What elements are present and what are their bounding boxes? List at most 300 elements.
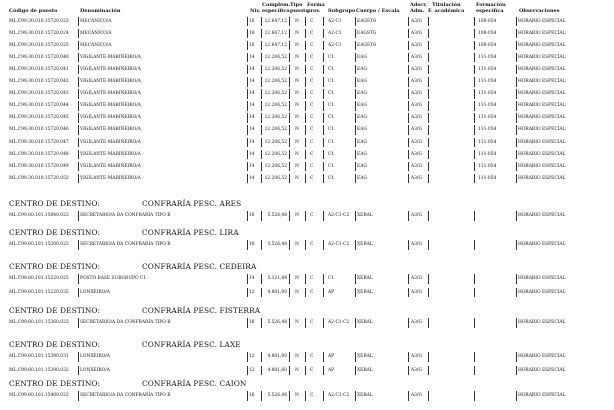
cell-divider [305,41,306,51]
cell-divider [428,17,429,27]
cell-adscripcion: A3/G [411,30,422,36]
cell-denominacion: VIGILANTE-MARIÑEIRO/A [80,127,141,133]
cell-divider [355,150,356,160]
cell-formacion: 111-054 [478,54,497,60]
cell-tipo: N [295,42,299,48]
cell-cuerpo: EAG [357,91,367,97]
cell-divider [247,89,248,99]
cell-denominacion: POSTO BASE SUBGRUPO C1 [80,276,147,281]
cell-codigo: ML.C99.60.101.15220.035 [9,289,69,295]
cell-observaciones: HORARIO ESPECIAL [518,213,566,218]
cell-subgrupo: C1 [328,276,335,281]
cell-observaciones: HORARIO ESPECIAL [518,393,566,398]
cell-formacion: 111-054 [478,79,497,84]
cell-divider [323,41,324,51]
cell-divider [408,77,409,87]
cell-adscripcion: A3/G [411,163,422,169]
cell-tipo: N [295,127,299,133]
cell-tipo: N [295,103,299,109]
cell-observaciones: HORARIO ESPECIAL [518,103,566,109]
cell-divider [247,17,248,27]
cell-divider [516,53,517,63]
cell-cuerpo: EAGSTG [357,18,377,24]
cell-subgrupo: AP [328,367,335,373]
cell-cuerpo: EAG [357,115,367,121]
cell-codigo: ML.C99.60.101.15040.023 [9,213,69,218]
cell-codigo: ML.C99.30.010.15720.023 [9,18,69,24]
cell-complemento: 5.526,48 [267,393,287,398]
header-adm: Adm. [410,8,425,14]
cell-divider [408,274,409,284]
cell-observaciones: HORARIO ESPECIAL [518,175,566,181]
cell-denominacion: VIGILANTE-MARIÑEIRO/A [80,54,141,60]
cell-cuerpo: EAG [357,103,367,109]
cell-complemento: 12.206,52 [264,175,287,181]
cell-tipo: N [295,30,299,36]
cell-adscripcion: A3/G [411,54,422,60]
cell-formacion: 111-054 [478,127,497,133]
table-row [0,173,614,184]
cell-divider [355,41,356,51]
cell-divider [428,53,429,63]
cell-divider [428,162,429,172]
cell-adscripcion: A3/G [411,18,422,24]
cell-denominacion: LONXEIRO/A [80,289,110,295]
cell-denominacion: VIGILANTE-MARIÑEIRO/A [80,79,141,84]
cell-divider [516,65,517,75]
cell-divider [305,53,306,63]
cell-divider [305,17,306,27]
cell-subgrupo: C1 [328,54,335,60]
cell-tipo: N [295,151,299,157]
cell-nivel: 14 [249,139,255,145]
cell-nivel: 18 [249,18,255,24]
cell-divider [78,288,79,298]
cell-divider [323,113,324,123]
cell-divider [474,89,475,99]
cell-divider [78,65,79,75]
cell-nivel: 18 [249,213,255,218]
cell-divider [428,65,429,75]
cell-observaciones: HORARIO ESPECIAL [518,79,566,84]
cell-tipo: N [295,242,299,247]
cell-tipo: N [295,79,299,84]
cell-codigo: ML.C99.60.101.15390.032 [9,367,69,373]
cell-nivel: 14 [249,163,255,169]
cell-forma: C [310,127,314,133]
table-row [0,149,614,160]
cell-divider [516,113,517,123]
cell-divider [247,138,248,148]
cell-denominacion: VIGILANTE-MARIÑEIRO/A [80,103,141,109]
cell-divider [408,391,409,401]
cell-complemento: 5.526,48 [267,320,287,325]
table-row [0,40,614,51]
cell-divider [408,53,409,63]
center-label: CENTRO DE DESTINO: [9,379,101,388]
cell-divider [305,162,306,172]
cell-divider [323,89,324,99]
cell-divider [78,29,79,39]
cell-tipo: N [295,66,299,72]
cell-observaciones: HORARIO ESPECIAL [518,18,566,24]
cell-forma: C [310,139,314,145]
cell-divider [408,366,409,376]
cell-subgrupo: C1 [328,115,335,121]
header-cuerpo: Cuerpo / Escala [356,8,400,14]
cell-nivel: 12 [249,354,255,359]
cell-divider [323,366,324,376]
cell-divider [78,77,79,87]
cell-divider [323,274,324,284]
cell-forma: C [310,30,314,36]
cell-nivel: 14 [249,54,255,60]
cell-complemento: 12.206,52 [264,127,287,133]
cell-subgrupo: A2-C1 [328,30,342,36]
cell-divider [516,174,517,184]
cell-complemento: 5.121,84 [267,276,287,281]
cell-divider [247,318,248,328]
cell-codigo: ML.C99.60.101.15400.023 [9,393,69,398]
table-row [0,137,614,148]
table-row [0,239,614,250]
center-label: CENTRO DE DESTINO: [9,228,101,237]
table-row [0,390,614,401]
cell-codigo: ML.C99.60.101.15200.023 [9,242,69,247]
cell-subgrupo: C1 [328,103,335,109]
cell-divider [247,101,248,111]
cell-divider [323,240,324,250]
cell-divider [78,150,79,160]
cell-divider [355,288,356,298]
table-row [0,112,614,123]
cell-divider [247,211,248,221]
center-name: CONFRARÍA PESC. ARES [142,199,242,208]
cell-nivel: 12 [249,367,255,373]
cell-divider [78,318,79,328]
cell-divider [474,77,475,87]
cell-cuerpo: EAG [357,127,367,133]
cell-divider [247,162,248,172]
cell-forma: C [310,367,314,373]
cell-divider [289,65,290,75]
cell-complemento: 12.206,52 [264,163,287,169]
cell-subgrupo: C1 [328,66,335,72]
cell-adscripcion: A3/G [411,115,422,121]
cell-divider [289,150,290,160]
cell-divider [305,318,306,328]
cell-tipo: N [295,276,299,281]
cell-divider [408,318,409,328]
center-name: CONFRARÍA PESC. FISTERRA [142,306,261,315]
cell-subgrupo: AP [328,289,335,295]
cell-adscripcion: A3/G [411,393,422,398]
cell-divider [408,240,409,250]
cell-observaciones: HORARIO ESPECIAL [518,320,566,325]
cell-tipo: N [295,139,299,145]
cell-divider [289,391,290,401]
cell-divider [323,162,324,172]
cell-divider [428,138,429,148]
cell-divider [355,211,356,221]
cell-divider [289,29,290,39]
cell-divider [78,274,79,284]
cell-divider [78,391,79,401]
cell-observaciones: HORARIO ESPECIAL [518,354,566,359]
cell-nivel: 14 [249,66,255,72]
cell-codigo: ML.C99.30.010.15720.044 [9,103,69,109]
cell-divider [428,77,429,87]
center-label: CENTRO DE DESTINO: [9,199,101,208]
cell-divider [474,174,475,184]
cell-codigo: ML.C99.30.010.15720.042 [9,79,69,84]
center-label: CENTRO DE DESTINO: [9,340,101,349]
cell-divider [305,352,306,362]
cell-observaciones: HORARIO ESPECIAL [518,276,566,281]
cell-divider [355,352,356,362]
cell-divider [289,174,290,184]
cell-divider [428,318,429,328]
cell-divider [289,274,290,284]
cell-denominacion: LONXEIRO/A [80,367,110,373]
cell-denominacion: VIGILANTE-MARIÑEIRO/A [80,115,141,121]
cell-divider [305,391,306,401]
cell-adscripcion: A3/G [411,242,422,247]
cell-divider [305,113,306,123]
cell-observaciones: HORARIO ESPECIAL [518,127,566,133]
cell-divider [323,138,324,148]
cell-divider [355,240,356,250]
cell-divider [355,274,356,284]
cell-tipo: N [295,115,299,121]
cell-divider [78,162,79,172]
cell-codigo: ML.C99.30.010.15720.046 [9,127,69,133]
cell-denominacion: VIGILANTE-MARIÑEIRO/A [80,91,141,97]
cell-subgrupo: A2-C1-C2 [328,213,350,218]
cell-divider [428,150,429,160]
cell-tipo: N [295,320,299,325]
cell-adscripcion: A3/G [411,79,422,84]
header-adscr: Adscr. [410,2,428,8]
cell-divider [428,174,429,184]
cell-formacion: 111-054 [478,163,497,169]
cell-divider [305,366,306,376]
cell-adscripcion: A3/G [411,367,422,373]
cell-divider [516,274,517,284]
cell-divider [305,65,306,75]
cell-complemento: 12.647,12 [264,18,287,24]
cell-divider [289,89,290,99]
cell-forma: C [310,242,314,247]
cell-divider [289,77,290,87]
cell-divider [516,352,517,362]
cell-divider [305,138,306,148]
cell-divider [323,77,324,87]
cell-divider [323,211,324,221]
cell-divider [247,240,248,250]
cell-complemento: 5.526,48 [267,242,287,247]
cell-divider [516,366,517,376]
cell-codigo: ML.C99.30.010.15720.043 [9,91,69,97]
cell-divider [516,162,517,172]
header-forma: Forma [307,2,325,8]
center-name: CONFRARÍA PESC. LIRA [142,228,239,237]
cell-forma: C [310,18,314,24]
cell-divider [408,89,409,99]
cell-divider [408,162,409,172]
cell-divider [408,150,409,160]
cell-tipo: N [295,213,299,218]
cell-observaciones: HORARIO ESPECIAL [518,66,566,72]
cell-divider [428,288,429,298]
cell-divider [516,29,517,39]
cell-divider [408,211,409,221]
cell-divider [78,113,79,123]
cell-codigo: ML.C99.30.010.15720.040 [9,54,69,60]
cell-tipo: N [295,367,299,373]
cell-nivel: 14 [249,127,255,133]
cell-divider [289,17,290,27]
cell-divider [305,77,306,87]
cell-observaciones: HORARIO ESPECIAL [518,163,566,169]
cell-divider [247,288,248,298]
cell-divider [323,53,324,63]
cell-codigo: ML.C99.30.010.15720.049 [9,163,69,169]
cell-divider [474,318,475,328]
cell-divider [474,65,475,75]
cell-complemento: 12.206,52 [264,91,287,97]
cell-adscripcion: A3/G [411,276,422,281]
cell-formacion: 111-054 [478,103,497,109]
cell-formacion: 108-054 [478,18,497,24]
cell-divider [516,318,517,328]
cell-tipo: N [295,18,299,24]
cell-cuerpo: XERAL [357,354,373,359]
cell-divider [474,138,475,148]
cell-divider [355,29,356,39]
cell-divider [355,162,356,172]
cell-nivel: 12 [249,289,255,295]
cell-divider [305,211,306,221]
cell-divider [516,138,517,148]
cell-forma: C [310,42,314,48]
cell-forma: C [310,103,314,109]
cell-formacion: 108-054 [478,42,497,48]
cell-divider [408,288,409,298]
cell-adscripcion: A3/G [411,213,422,218]
cell-codigo: ML.C99.30.010.15720.045 [9,115,69,121]
header-complemento: Complem. [262,2,291,8]
cell-divider [78,17,79,27]
cell-nivel: 18 [249,42,255,48]
cell-divider [323,288,324,298]
cell-codigo: ML.C99.60.101.15390.031 [9,354,69,359]
cell-divider [323,150,324,160]
cell-subgrupo: A2-C1-C2 [328,242,350,247]
cell-divider [474,17,475,27]
cell-codigo: ML.C99.30.010.15720.041 [9,66,69,72]
cell-cuerpo: EAGSTG [357,42,377,48]
cell-divider [247,53,248,63]
table-row [0,273,614,284]
cell-nivel: 14 [249,115,255,121]
cell-divider [323,65,324,75]
cell-forma: C [310,175,314,181]
cell-divider [78,366,79,376]
cell-formacion: 111-054 [478,91,497,97]
cell-subgrupo: C1 [328,151,335,157]
center-heading [9,340,241,349]
header-titulacion: Titulación [432,2,461,8]
cell-divider [355,77,356,87]
cell-divider [78,138,79,148]
cell-divider [289,352,290,362]
cell-tipo: N [295,175,299,181]
cell-complemento: 4.881,60 [267,289,287,295]
cell-denominacion: SECRETARIO/A DA CONFRARÍA TIPO B [80,393,171,398]
cell-subgrupo: C1 [328,139,335,145]
cell-divider [355,101,356,111]
cell-divider [408,65,409,75]
header-codigo: Código de puesto [9,8,58,14]
cell-divider [289,240,290,250]
cell-divider [355,65,356,75]
cell-divider [355,366,356,376]
cell-adscripcion: A3/G [411,42,422,48]
cell-divider [355,17,356,27]
cell-divider [474,150,475,160]
cell-denominacion: SECRETARIO/A DA CONFRARÍA TIPO B [80,242,171,247]
cell-adscripcion: A3/G [411,151,422,157]
cell-subgrupo: A2-C1 [328,18,342,24]
cell-divider [516,288,517,298]
cell-cuerpo: XERAL [357,213,373,218]
cell-codigo: ML.C99.60.101.15360.023 [9,320,69,325]
cell-complemento: 12.206,52 [264,139,287,145]
table-row [0,210,614,221]
cell-nivel: 14 [249,276,255,281]
cell-divider [78,240,79,250]
cell-observaciones: HORARIO ESPECIAL [518,367,566,373]
cell-denominacion: LONXEIRO/A [80,354,110,359]
cell-cuerpo: XERAL [357,242,373,247]
cell-tipo: N [295,91,299,97]
cell-tipo: N [295,54,299,60]
cell-tipo: N [295,163,299,169]
cell-forma: C [310,289,314,295]
cell-divider [474,113,475,123]
cell-divider [474,391,475,401]
cell-denominacion: SECRETARIO/A DA CONFRARÍA TIPO B [80,320,171,325]
cell-nivel: 14 [249,91,255,97]
cell-divider [247,391,248,401]
cell-divider [516,240,517,250]
cell-denominacion: VIGILANTE-MARIÑEIRO/A [80,151,141,157]
cell-denominacion: MECÁNICO/A [80,18,112,24]
cell-formacion: 111-054 [478,115,497,121]
cell-divider [516,17,517,27]
cell-cuerpo: XERAL [357,289,373,295]
table-row [0,317,614,328]
cell-forma: C [310,91,314,97]
cell-adscripcion: A3/G [411,320,422,325]
cell-divider [247,113,248,123]
cell-forma: C [310,354,314,359]
cell-divider [428,89,429,99]
header-fespecifica: específica [476,8,504,14]
cell-divider [408,41,409,51]
cell-observaciones: HORARIO ESPECIAL [518,242,566,247]
